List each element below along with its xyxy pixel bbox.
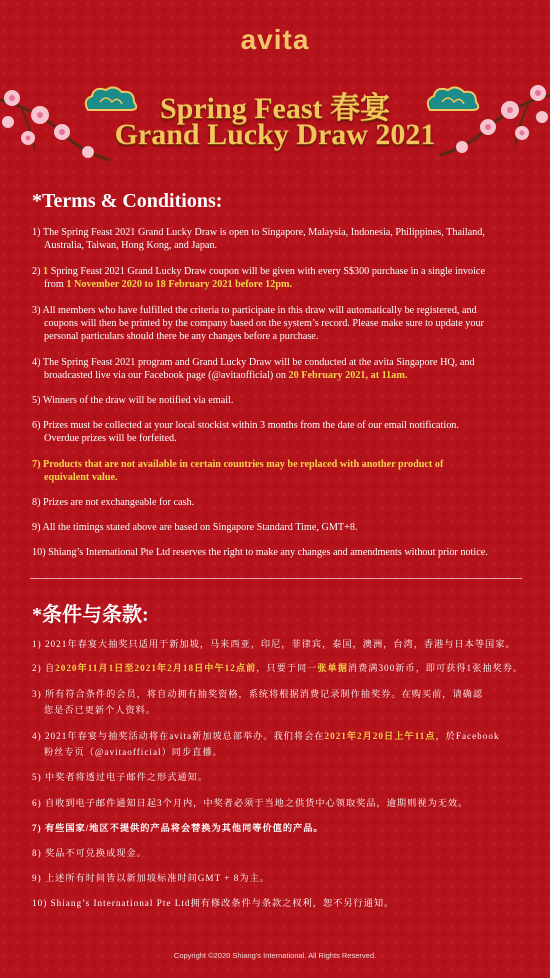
term-item-cn: 9) 上述所有时间皆以新加坡标准时间GMT + 8为主。 [32,873,270,883]
term-item: 10) Shiang’s International Pte Ltd reserves the right to make any changes and amendments without prior notice. [32,547,488,558]
term-item-cn: 3) 所有符合条件的会员，将自动拥有抽奖资格，系统将根据消费记录制作抽奖券。在购买前，请确認 您是否已更新个人资料。 [32,689,484,715]
page-subtitle: Grand Lucky Draw 2021 [114,118,436,151]
term-item: 6) Prizes must be collected at your local stockist within 3 months from the date of our email notification. Overdue prizes will be forfeited. [32,420,459,444]
term-item-cn: 10) Shiang’s International Pte Ltd拥有修改条件与条款之权利，恕不另行通知。 [32,898,395,908]
term-item-cn: 8) 奖品不可兑换成现金。 [32,848,147,858]
term-item-cn: 7) 有些国家/地区不提供的产品将会替换为其他同等价值的产品。 [32,823,324,833]
terms-heading-cn: *条件与条款: [32,604,149,626]
avita-logo: avita [240,24,310,55]
term-item-cn: 2) 自2020年11月1日至2021年2月18日中午12点前，只要于同一张单据消费满300新币，即可获得1张抽奖券。 [32,663,524,673]
term-item-cn: 5) 中奖者将透过电子邮件之形式通知。 [32,772,208,782]
term-item-cn: 1) 2021年春宴大抽奖只适用于新加坡，马来西亚，印尼，菲律宾，泰国，澳洲，台湾，香港与日本等国家。 [32,639,516,649]
copyright-text: Copyright ©2020 Shiang’s International. All Rights Reserved. [173,951,377,960]
page-title: Spring Feast 春宴 [159,92,390,125]
terms-heading-en: *Terms & Conditions: [32,190,223,212]
term-item: 5) Winners of the draw will be notified via email. [32,395,234,406]
term-item: 4) The Spring Feast 2021 program and Grand Lucky Draw will be conducted at the avita Singapore HQ, and broadcasted live via our Facebook page (@avitaofficial) on 20 February 2021, at 11am. [32,357,475,381]
term-item-cn: 4) 2021年春宴与抽奖活动将在avita新加坡总部举办。我们将会在2021年2月20日上午11点，於Facebook 粉丝专页（@avitaofficial）同步直播。 [32,731,500,757]
term-item: 1) The Spring Feast 2021 Grand Lucky Draw is open to Singapore, Malaysia, Indonesia, Philippines, Thailand, Australia, Taiwan, Hong Kong, and Japan. [32,227,485,251]
section-divider [30,578,522,579]
term-item: 9) All the timings stated above are based on Singapore Standard Time, GMT+8. [32,522,358,533]
term-item: 2) 1 Spring Feast 2021 Grand Lucky Draw coupon will be given with every S$300 purchase in a single invoice from 1 November 2020 to 18 February 2021 before 12pm. [32,266,485,290]
term-item: 3) All members who have fulfilled the criteria to participate in this draw will automatically be registered, and coupons will then be printed by the company based on the system’s record. Please make sure to update your personal particulars should there be any changes before a purchase. [32,305,484,342]
term-item: 8) Prizes are not exchangeable for cash. [32,497,195,508]
header [0,0,550,180]
term-item: 7) Products that are not available in certain countries may be replaced with another product of equivalent value. [32,459,444,483]
term-item-cn: 6) 自收到电子邮件通知日起3个月内，中奖者必须于当地之供货中心领取奖品，逾期则视为无效。 [32,798,469,808]
